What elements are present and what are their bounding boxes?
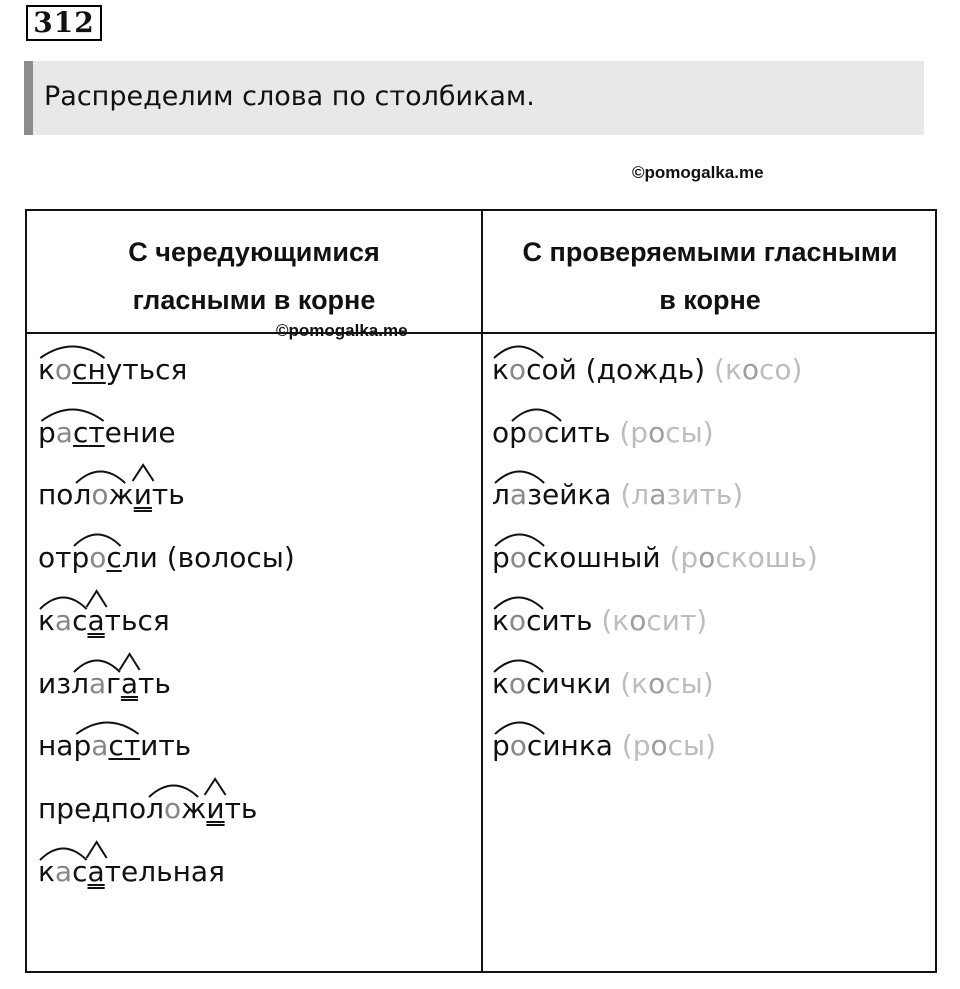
alternating-consonant: с [72, 353, 88, 386]
word-part: уться [105, 353, 188, 386]
header-divider [27, 332, 935, 334]
check-word-hint [714, 353, 802, 386]
alternating-word [38, 478, 185, 512]
word-part: тельная [104, 854, 225, 888]
word-part: к [492, 353, 509, 386]
word-part: с [72, 854, 88, 888]
word-part: зить) [666, 478, 744, 512]
task-banner [24, 61, 924, 135]
word-part: л [492, 478, 510, 512]
suffix-vowel: а [87, 854, 105, 888]
alternating-word [38, 416, 176, 450]
header-alternating-line-2: гласными в корне [132, 285, 376, 315]
alternating-word [38, 729, 191, 763]
alternating-consonant: н [87, 353, 106, 386]
word-part: сы) [665, 666, 714, 700]
word-part: зейка [527, 478, 612, 512]
alternating-word-row [38, 855, 225, 889]
word-part: ли (волосы) [121, 541, 295, 575]
vowel-letter: о [648, 415, 666, 449]
vowel-letter: о [741, 353, 759, 386]
header-checkable-line-2: в корне [659, 285, 761, 315]
word-part: сить [544, 415, 611, 449]
vowel-letter: о [509, 729, 527, 763]
word-part: к [492, 666, 509, 700]
vowel-letter: а [91, 729, 109, 763]
header-checkable [483, 228, 937, 324]
checkable-word [492, 604, 592, 638]
header-alternating-line-1: С чередующимися [128, 237, 380, 267]
suffix-vowel: а [87, 603, 105, 637]
alternating-word-row [38, 353, 187, 387]
word-part: к [38, 353, 55, 386]
word-part: предпол [38, 791, 164, 825]
vowel-letter: а [509, 478, 528, 512]
alternating-word [38, 541, 295, 575]
vowel-letter: о [91, 478, 109, 512]
check-word-hint [620, 478, 743, 511]
alternating-word-row [38, 478, 185, 512]
suffix-vowel: и [133, 478, 152, 512]
checkable-word [492, 353, 705, 387]
word-part: ж [181, 791, 207, 825]
suffix-vowel: и [206, 791, 225, 825]
word-part: ть [138, 666, 171, 700]
checkable-word [492, 667, 611, 701]
alternating-word-row [38, 667, 171, 701]
vowel-letter: о [164, 791, 182, 825]
alternating-word-row [38, 541, 295, 575]
checkable-word-row [492, 541, 818, 575]
checkable-word-row [492, 416, 714, 450]
vowel-letter: о [89, 541, 107, 575]
word-part: скошь) [715, 541, 818, 575]
vowel-letter: о [54, 353, 73, 386]
word-part: изл [38, 666, 89, 700]
word-part: к [38, 603, 55, 637]
vowel-letter: о [526, 415, 545, 449]
vowel-letter: о [629, 603, 647, 637]
alternating-consonant: т [123, 729, 141, 763]
checkable-word [492, 478, 611, 512]
word-part: ить [140, 729, 192, 763]
word-part: скошный [526, 541, 661, 575]
vowel-letter: а [88, 666, 107, 700]
word-part: синка [526, 729, 613, 763]
check-word-hint [601, 604, 707, 637]
alternating-word [38, 353, 187, 387]
vowel-letter: о [650, 729, 668, 763]
header-alternating [27, 228, 481, 324]
word-part: ться [104, 603, 170, 637]
checkable-word-row [492, 478, 743, 512]
word-part: сы) [665, 415, 714, 449]
word-part: пол [38, 478, 92, 512]
word-part: (р [619, 415, 649, 449]
vowel-letter: а [55, 415, 73, 449]
word-part: ж [108, 478, 134, 512]
word-part: (л [620, 478, 650, 512]
watermark-top: ©pomogalka.me [632, 163, 764, 182]
alternating-word-row [38, 604, 170, 638]
alternating-word [38, 604, 170, 638]
word-part: ор [492, 415, 527, 449]
alternating-consonant: т [88, 415, 105, 449]
word-table [25, 209, 937, 973]
alternating-word-row [38, 729, 191, 763]
suffix-vowel: а [120, 666, 139, 700]
word-part: сит) [646, 603, 708, 637]
word-part: (к [714, 353, 742, 386]
word-part: р [492, 541, 510, 575]
checkable-word [492, 541, 661, 575]
word-part: к [38, 854, 55, 888]
word-part: ть [151, 478, 185, 512]
checkable-word [492, 729, 613, 763]
checkable-word-row [492, 667, 714, 701]
word-part: (р [669, 541, 699, 575]
header-checkable-line-1: С проверяемыми гласными [522, 237, 898, 267]
checkable-word [492, 416, 610, 450]
word-part: сить [526, 603, 593, 637]
alternating-consonant: с [108, 729, 124, 763]
alternating-word [38, 792, 257, 826]
alternating-word [38, 855, 225, 889]
word-part: сички [526, 666, 612, 700]
vowel-letter: о [648, 666, 666, 700]
vowel-letter: о [508, 603, 527, 637]
alternating-word [38, 667, 171, 701]
alternating-consonant: с [106, 541, 122, 575]
check-word-hint [670, 541, 818, 574]
task-text: Распределим слова по столбикам. [44, 81, 535, 112]
word-part: нар [38, 729, 92, 763]
word-part: сой (дождь) [526, 353, 706, 386]
word-part: ение [104, 415, 176, 449]
word-part: к [492, 603, 509, 637]
column-divider [481, 211, 483, 971]
word-part: (к [620, 666, 649, 700]
checkable-word-row [492, 729, 716, 763]
checkable-word-row [492, 604, 707, 638]
word-part: с [72, 603, 88, 637]
vowel-letter: о [508, 353, 527, 386]
word-part: со) [759, 353, 803, 386]
vowel-letter: о [698, 541, 716, 575]
word-part: отр [38, 541, 90, 575]
watermark-table: ©pomogalka.me [276, 321, 408, 340]
alternating-word-row [38, 416, 176, 450]
vowel-letter: а [54, 603, 73, 637]
checkable-word-row [492, 353, 802, 387]
alternating-consonant: с [72, 415, 89, 449]
word-part: г [106, 666, 121, 700]
vowel-letter: а [54, 854, 73, 888]
word-part: (к [601, 603, 630, 637]
word-part: р [492, 729, 510, 763]
check-word-hint [620, 667, 713, 700]
vowel-letter: о [508, 666, 527, 700]
exercise-number: 312 [26, 5, 102, 41]
word-part: ть [224, 791, 258, 825]
word-part: сы) [667, 729, 717, 763]
vowel-letter: а [649, 478, 667, 512]
alternating-word-row [38, 792, 257, 826]
check-word-hint [619, 416, 713, 449]
vowel-letter: о [509, 541, 527, 575]
check-word-hint [622, 729, 716, 762]
word-part: (р [621, 729, 651, 763]
word-part: р [38, 415, 56, 449]
